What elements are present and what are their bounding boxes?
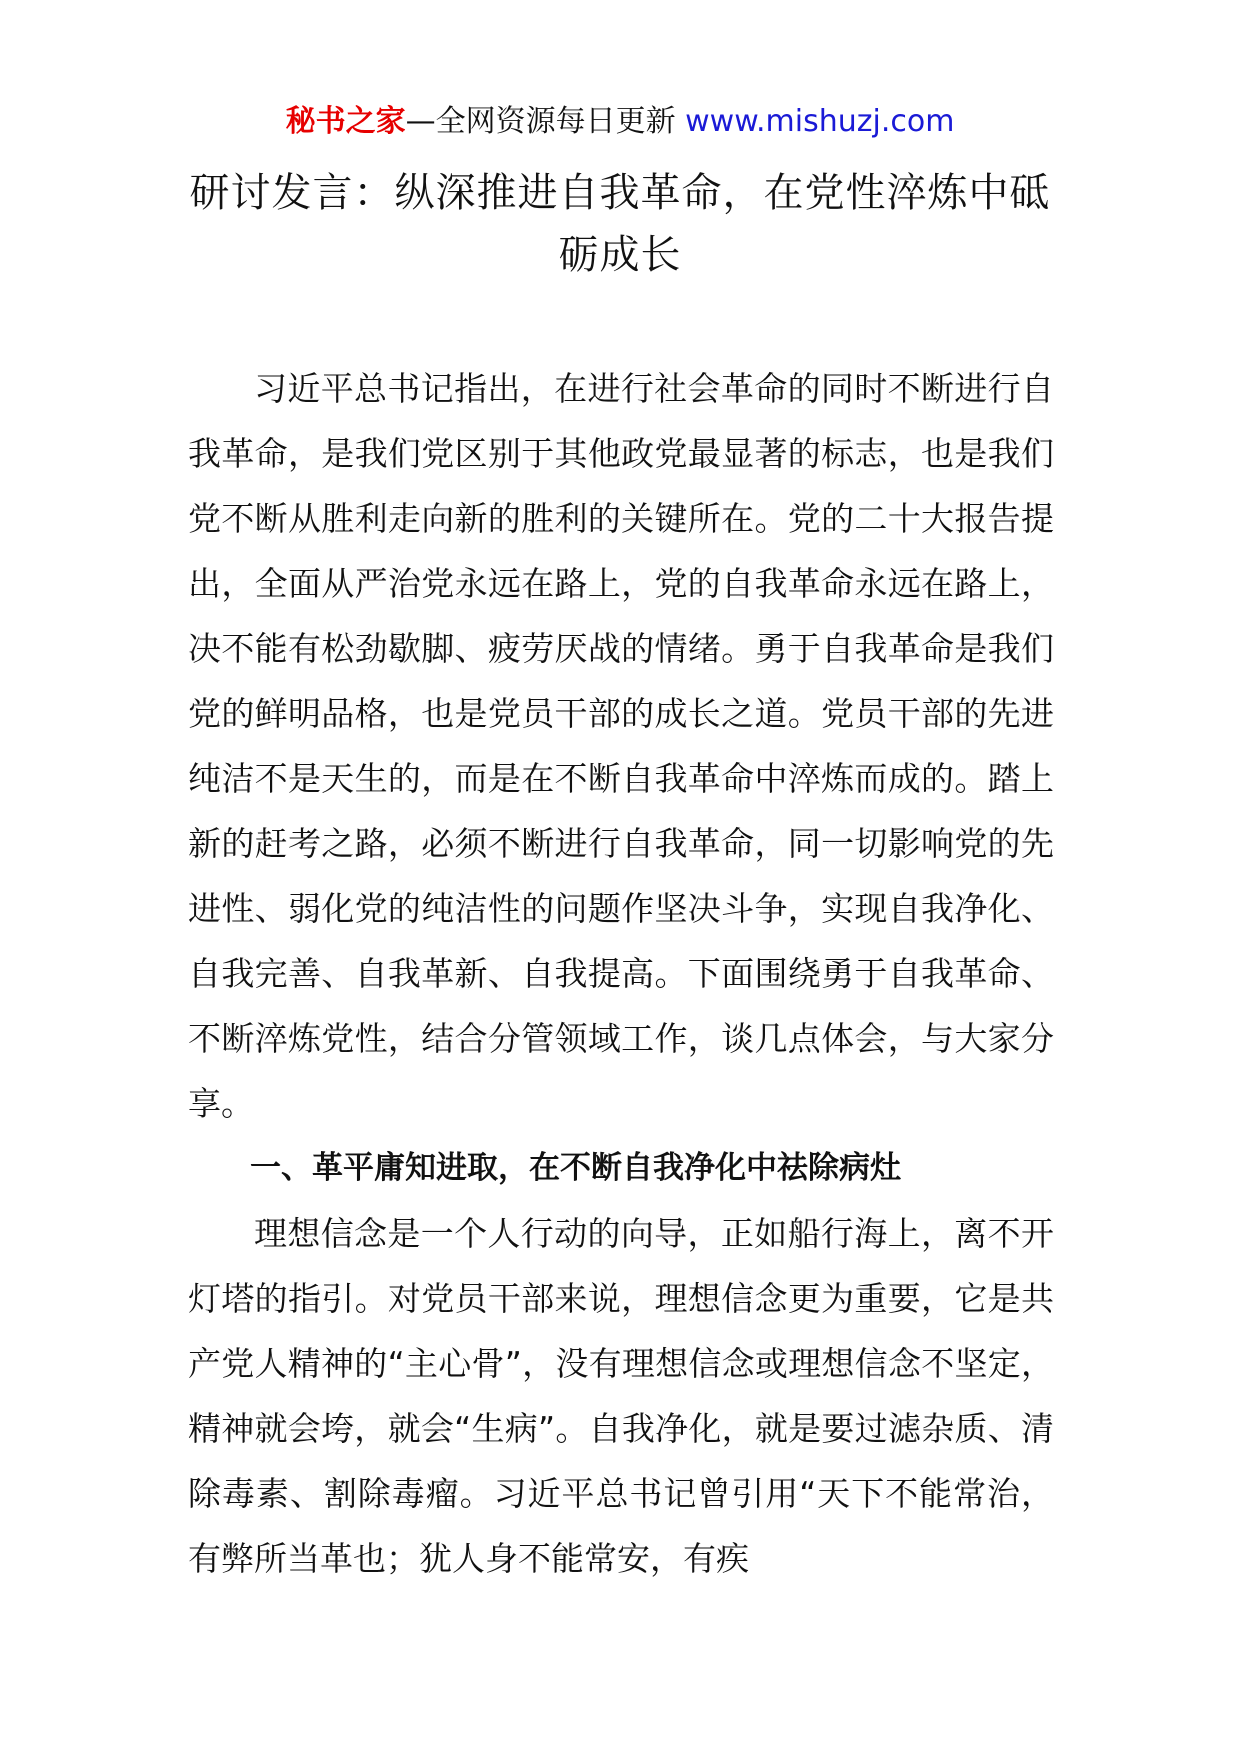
intro-paragraph: 习近平总书记指出，在进行社会革命的同时不断进行自我革命，是我们党区别于其他政党最显著的标志，也是我们党不断从胜利走向新的胜利的关键所在。党的二十大报告提出，全面从严治党永远在路上，党的自我革命永远在路上，决不能有松劲歇脚、疲劳厌战的情绪。勇于自我革命是我们党的鲜明品格，也是党员干部的成长之道。党员干部的先进纯洁不是天生的，而是在不断自我革命中淬炼而成的。踏上新的赶考之路，必须不断进行自我革命，同一切影响党的先进性、弱化党的纯洁性的问题作坚决斗争，实现自我净化、自我完善、自我革新、自我提高。下面围绕勇于自我革命、不断淬炼党性，结合分管领域工作，谈几点体会，与大家分享。 — [188, 369, 1054, 1123]
section-1-paragraph: 理想信念是一个人行动的向导，正如船行海上，离不开灯塔的指引。对党员干部来说，理想信念更为重要，它是共产党人精神的“主心骨”，没有理想信念或理想信念不坚定，精神就会垮，就会“生病”。自我净化，就是要过滤杂质、清除毒素、割除毒瘤。习近平总书记曾引用“天下不能常治，有弊所当革也；犹人身不能常安，有疾 — [188, 1214, 1054, 1578]
site-name: 秘书之家 — [285, 104, 406, 139]
document-title: 研讨发言：纵深推进自我革命，在党性淬炼中砥砺成长 — [189, 170, 1051, 278]
site-tagline: —全网资源每日更新 — [405, 104, 676, 139]
section-heading-1: 一、革平庸知进取，在不断自我净化中祛除病灶 — [250, 1150, 901, 1186]
site-url-link[interactable]: www.mishuzj.com — [685, 104, 955, 139]
site-header — [0, 100, 1240, 144]
document-body — [188, 356, 1054, 1591]
